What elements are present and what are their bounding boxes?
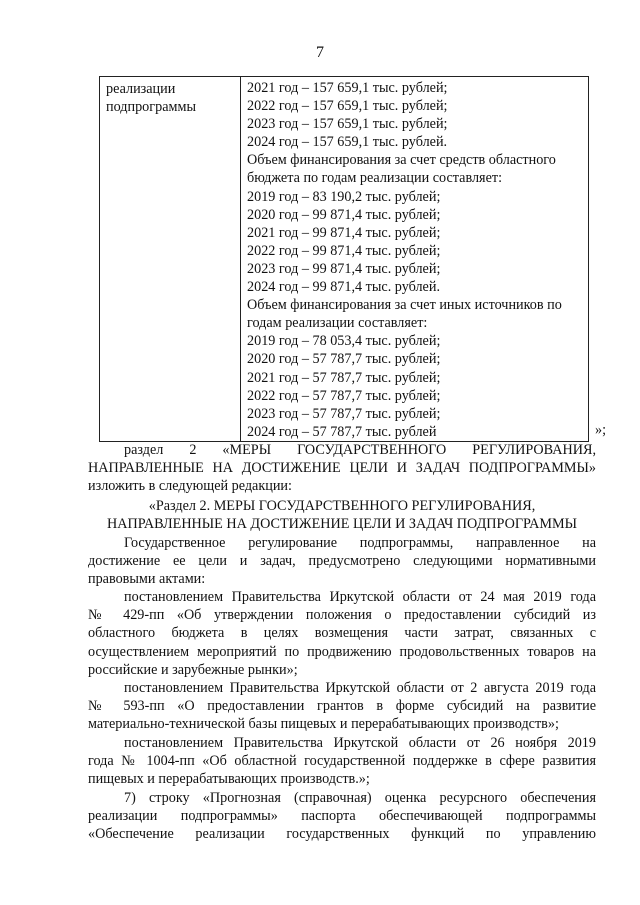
text-line: 7) строку «Прогнозная (справочная) оценка ресурсного обеспечения <box>124 790 596 806</box>
value-line: 2022 год – 57 787,7 тыс. рублей; <box>247 387 441 404</box>
value-line: 2024 год – 157 659,1 тыс. рублей. <box>247 134 448 151</box>
resolution-593-paragraph <box>88 679 596 734</box>
value-line: 2023 год – 157 659,1 тыс. рублей; <box>247 116 448 133</box>
value-line: 2021 год – 99 871,4 тыс. рублей; <box>247 224 441 241</box>
text-line: НАПРАВЛЕННЫЕ НА ДОСТИЖЕНИЕ ЦЕЛИ И ЗАДАЧ ПОДПРОГРАММЫ» <box>88 460 596 477</box>
label-line: подпрограммы <box>106 99 196 116</box>
item-7-paragraph <box>88 789 596 844</box>
text-line: раздел 2 «МЕРЫ ГОСУДАРСТВЕННОГО РЕГУЛИРОВАНИЯ, <box>124 442 596 458</box>
text-line: № 429-пп «Об утверждении положения о предоставлении субсидий из <box>88 607 596 624</box>
resolution-429-paragraph <box>88 588 596 679</box>
heading-line: НАПРАВЛЕННЫЕ НА ДОСТИЖЕНИЕ ЦЕЛИ И ЗАДАЧ ПОДПРОГРАММЫ <box>107 516 577 533</box>
text-line: осуществлением мероприятий по продвижению продовольственных товаров на <box>88 643 596 660</box>
value-line: 2023 год – 57 787,7 тыс. рублей; <box>247 405 441 422</box>
value-line: 2021 год – 57 787,7 тыс. рублей; <box>247 369 441 386</box>
text-line: областного бюджета в целях возмещения части затрат, связанных с <box>88 625 596 642</box>
value-line: 2024 год – 99 871,4 тыс. рублей. <box>247 279 440 296</box>
text-line: материально-технической базы пищевых и перерабатывающих производств»; <box>88 716 559 733</box>
table-row <box>100 77 589 442</box>
value-line: 2022 год – 157 659,1 тыс. рублей; <box>247 98 448 115</box>
value-line: 2019 год – 78 053,4 тыс. рублей; <box>247 333 441 350</box>
value-line: Объем финансирования за счет средств областного <box>247 152 556 169</box>
text-line: изложить в следующей редакции: <box>88 478 292 495</box>
value-line: годам реализации составляет: <box>247 315 428 332</box>
financing-table <box>99 76 589 442</box>
section-heading <box>88 497 596 533</box>
text-line: «Обеспечение реализации государственных функций по управлению <box>88 826 596 843</box>
table-value-cell <box>241 77 589 442</box>
value-line: 2020 год – 99 871,4 тыс. рублей; <box>247 206 441 223</box>
regulation-intro-paragraph <box>88 534 596 589</box>
text-line: постановлением Правительства Иркутской области от 24 мая 2019 года <box>124 589 596 605</box>
heading-line: «Раздел 2. МЕРЫ ГОСУДАРСТВЕННОГО РЕГУЛИРОВАНИЯ, <box>148 498 536 514</box>
text-line: российские и зарубежные рынки»; <box>88 661 298 678</box>
table-label-cell <box>100 77 241 442</box>
value-line: 2020 год – 57 787,7 тыс. рублей; <box>247 351 441 368</box>
text-line: Государственное регулирование подпрограммы, направленное на <box>124 535 596 551</box>
value-line: 2022 год – 99 871,4 тыс. рублей; <box>247 242 441 259</box>
text-line: постановлением Правительства Иркутской области от 26 ноября 2019 <box>124 735 596 751</box>
value-line: 2021 год – 157 659,1 тыс. рублей; <box>247 80 448 96</box>
page-number: 7 <box>316 44 324 61</box>
value-line: Объем финансирования за счет иных источников по <box>247 297 562 314</box>
value-line: бюджета по годам реализации составляет: <box>247 170 503 187</box>
table-closing-quote: »; <box>595 422 607 438</box>
text-line: реализации подпрограммы» паспорта обеспечивающей подпрограммы <box>88 808 596 825</box>
text-line: постановлением Правительства Иркутской области от 2 августа 2019 года <box>124 680 596 696</box>
label-line: реализации <box>106 81 176 97</box>
text-line: правовыми актами: <box>88 571 206 588</box>
text-line: достижение ее цели и задач, предусмотрено следующими нормативными <box>88 553 596 570</box>
section-replace-paragraph <box>88 441 596 496</box>
value-line: 2024 год – 57 787,7 тыс. рублей <box>247 423 437 440</box>
text-line: пищевых и перерабатывающих производств.»; <box>88 771 370 788</box>
value-line: 2019 год – 83 190,2 тыс. рублей; <box>247 188 441 205</box>
text-line: года № 1004-пп «Об областной государственной поддержке в сфере развития <box>88 753 596 770</box>
value-line: 2023 год – 99 871,4 тыс. рублей; <box>247 260 441 277</box>
resolution-1004-paragraph <box>88 734 596 789</box>
text-line: № 593-пп «О предоставлении грантов в форме субсидий на развитие <box>88 698 596 715</box>
